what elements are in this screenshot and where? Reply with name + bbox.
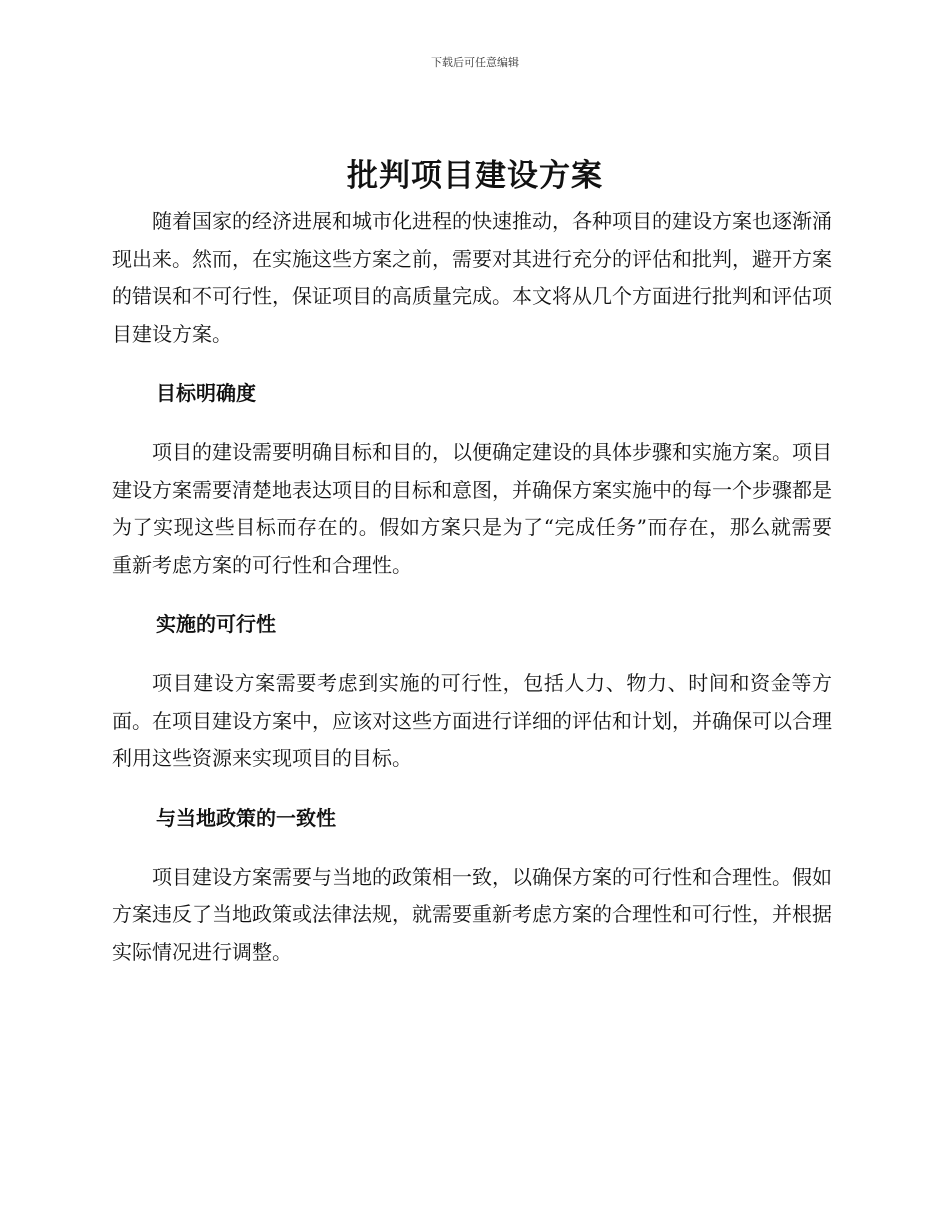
intro-paragraph: 随着国家的经济进展和城市化进程的快速推动，各种项目的建设方案也逐渐涌现出来。然而，在实施这些方案之前，需要对其进行充分的评估和批判，避开方案的错误和不可行性，保证项目的高质量完成。本文将从几个方面进行批判和评估项目建设方案。 [112, 209, 832, 346]
document-body [112, 203, 832, 971]
section-heading-feasibility: 实施的可行性 [156, 612, 276, 636]
page-header-note: 下载后可任意编辑 [431, 56, 519, 69]
section-body-policy-consistency: 项目建设方案需要与当地的政策相一致，以确保方案的可行性和合理性。假如方案违反了当地政策或法律法规，就需要重新考虑方案的合理性和可行性，并根据实际情况进行调整。 [112, 864, 832, 964]
section-heading-policy-consistency: 与当地政策的一致性 [156, 805, 336, 830]
section-body-feasibility: 项目建设方案需要考虑到实施的可行性，包括人力、物力、时间和资金等方面。在项目建设方案中，应该对这些方面进行详细的评估和计划，并确保可以合理利用这些资源来实现项目的目标。 [112, 671, 832, 770]
document-title: 批判项目建设方案 [347, 158, 603, 194]
section-heading-goal-clarity: 目标明确度 [156, 381, 256, 405]
section-body-goal-clarity: 项目的建设需要明确目标和目的，以便确定建设的具体步骤和实施方案。项目建设方案需要清楚地表达项目的目标和意图，并确保方案实施中的每一个步骤都是为了实现这些目标而存在的。假如方案只是为了“完成任务”而存在，那么就需要重新考虑方案的可行性和合理性。 [112, 440, 832, 577]
